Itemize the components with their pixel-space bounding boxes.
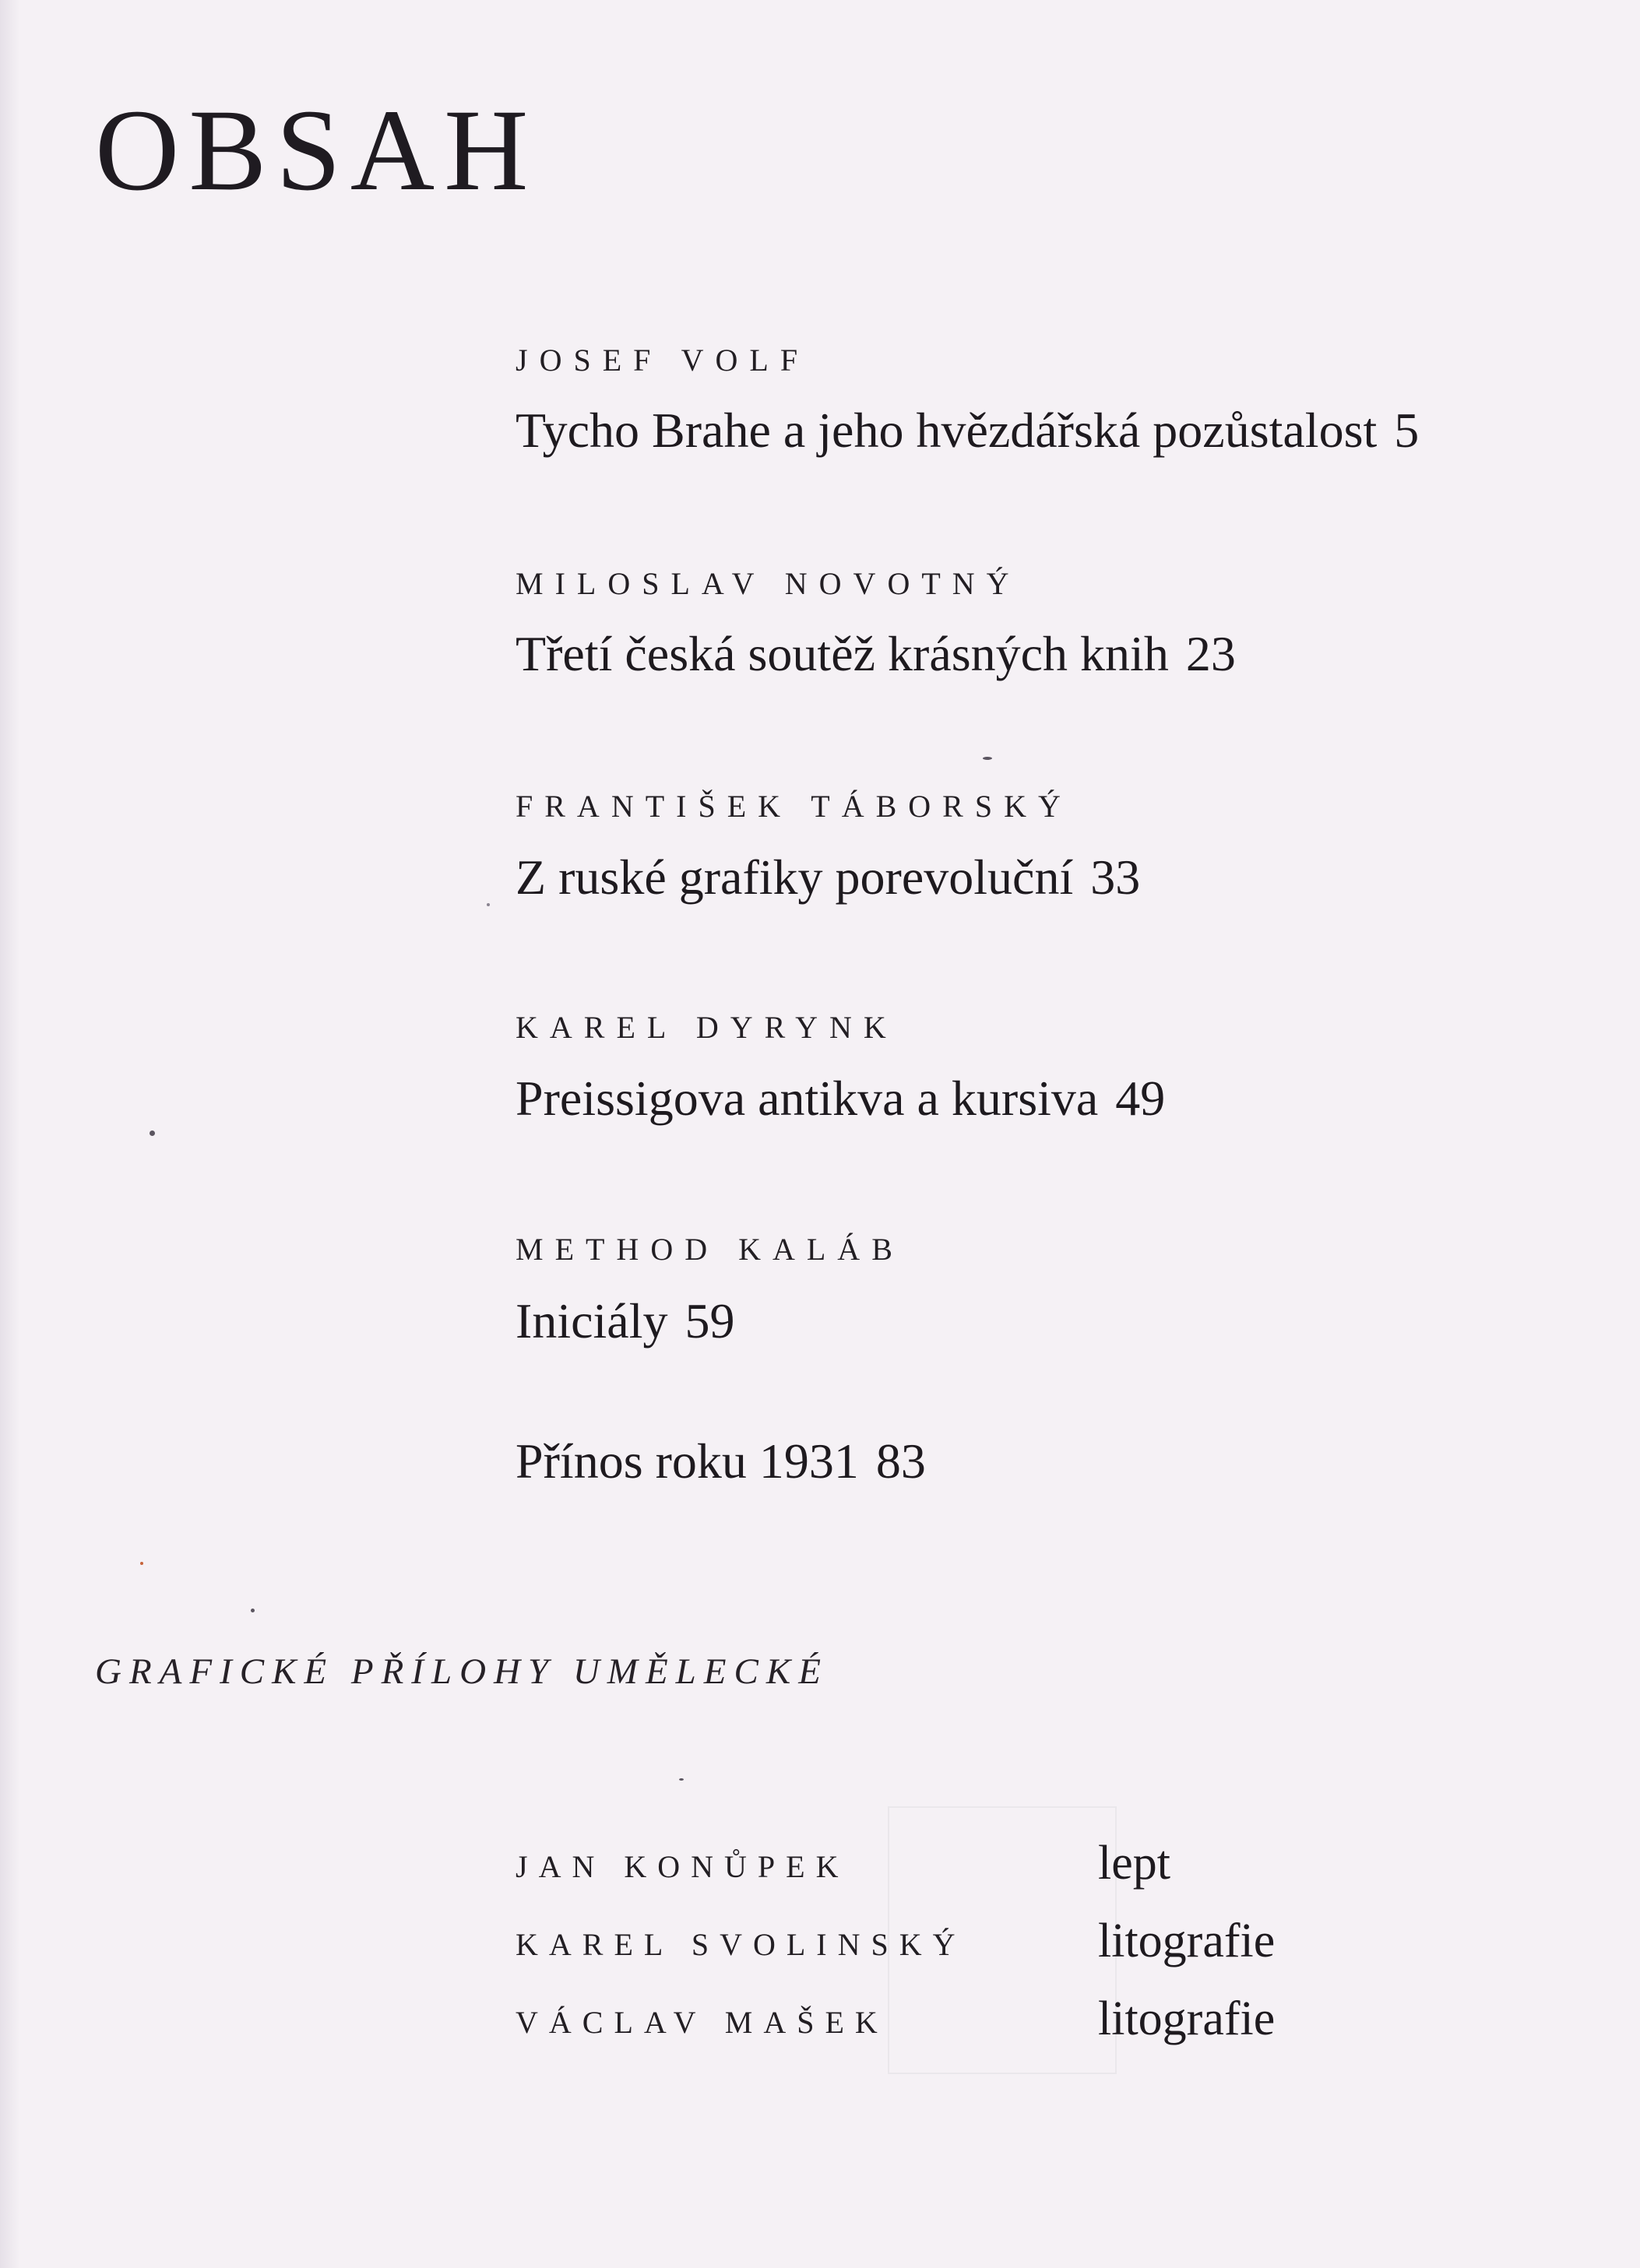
- entry-author: MILOSLAV NOVOTNÝ: [516, 566, 1021, 601]
- entry-title: Přínos roku 1931: [516, 1433, 859, 1489]
- entry-title: Třetí česká soutěž krásných knih: [516, 626, 1169, 681]
- paper-speck: [150, 1130, 155, 1136]
- entry-title-line: [516, 1071, 1165, 1126]
- supplement-technique: lept: [1098, 1837, 1170, 1890]
- entry-page-number: 23: [1185, 626, 1236, 681]
- entry-title: Iniciály: [516, 1293, 668, 1348]
- entry-page-number: 59: [685, 1293, 735, 1348]
- entry-title-line: [516, 1294, 734, 1348]
- supplement-artist: VÁCLAV MAŠEK: [516, 2005, 889, 2040]
- entry-title-line: [516, 850, 1140, 905]
- paper-speck: [140, 1562, 143, 1565]
- entry-page-number: 33: [1090, 849, 1141, 905]
- supplements-heading: GRAFICKÉ PŘÍLOHY UMĚLECKÉ: [95, 1651, 829, 1692]
- entry-author: JOSEF VOLF: [516, 343, 810, 378]
- entry-author: KAREL DYRYNK: [516, 1010, 898, 1045]
- entry-title-line: [516, 1434, 926, 1489]
- paper-speck: [251, 1609, 255, 1612]
- entry-title-line: [516, 403, 1419, 458]
- entry-author: METHOD KALÁB: [516, 1232, 904, 1267]
- supplement-technique: litografie: [1098, 1915, 1276, 1967]
- entry-title: Preissigova antikva a kursiva: [516, 1071, 1099, 1126]
- page-title: OBSAH: [95, 86, 538, 215]
- entry-title: Z ruské grafiky porevoluční: [516, 849, 1074, 905]
- paper-speck: [983, 757, 992, 760]
- supplement-artist: JAN KONŮPEK: [516, 1849, 850, 1884]
- entry-page-number: 5: [1394, 403, 1420, 458]
- entry-page-number: 83: [875, 1433, 926, 1489]
- supplement-technique: litografie: [1098, 1992, 1276, 2045]
- paper-speck: [487, 903, 490, 906]
- entry-page-number: 49: [1115, 1071, 1166, 1126]
- paper-speck: [679, 1778, 684, 1781]
- entry-title-line: [516, 627, 1236, 681]
- entry-title: Tycho Brahe a jeho hvězdářská pozůstalost: [516, 403, 1378, 458]
- entry-author: FRANTIŠEK TÁBORSKÝ: [516, 789, 1072, 824]
- supplement-artist: KAREL SVOLINSKÝ: [516, 1927, 966, 1962]
